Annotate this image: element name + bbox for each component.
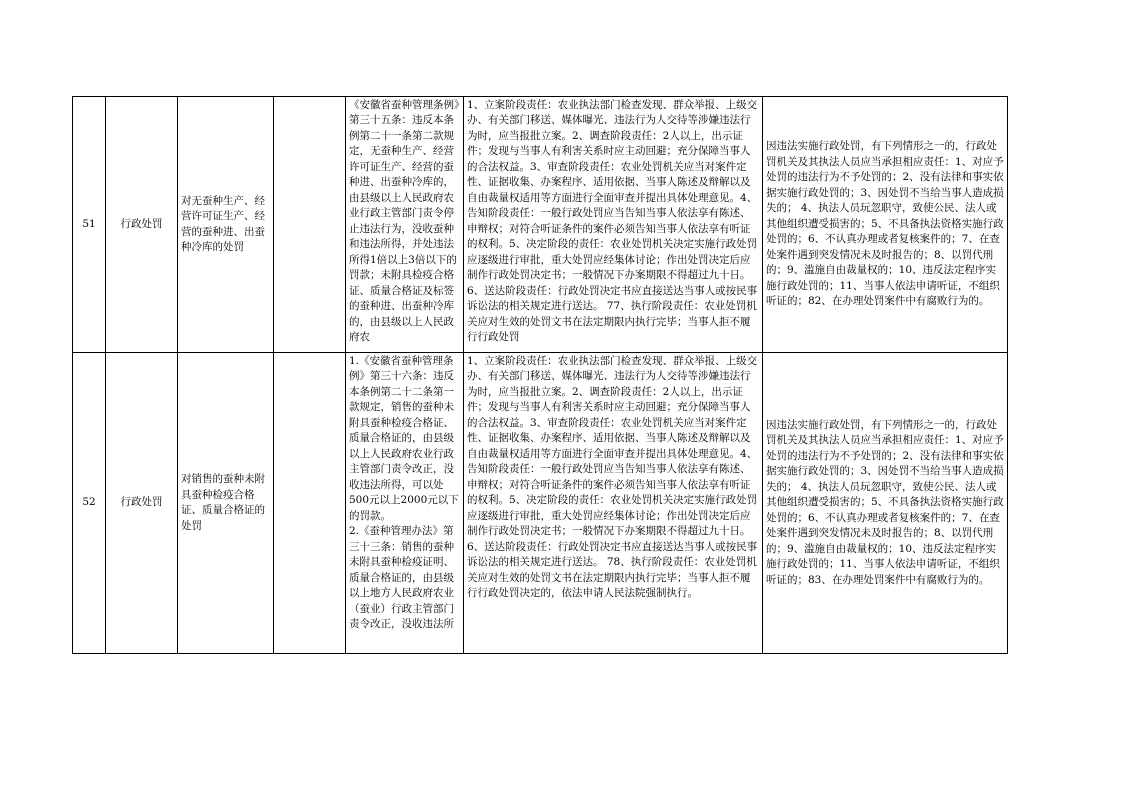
sub-item	[274, 97, 346, 353]
legal-basis-cell	[346, 97, 464, 353]
legal-basis: 1.《安徽省蚕种管理条例》第三十六条：违反本条例第二十二条第一款规定，销售的蚕种未附具蚕种检疫合格证、质量合格证的，由县级以上人民政府农业行政主管部门责令改正，没收违法所得，可以处500元以上2000元以下的罚款。 2.《蚕种管理办法》第三十三条：销售的蚕种未附具蚕种检疫证明、质量合格证的，由县级以上地方人民政府农业（蚕业）行政主管部门责令改正，没收违法所	[349, 354, 459, 630]
responsibility-items: 1、立案阶段责任：农业执法部门检查发现、群众举报、上级交办、有关部门移送、媒体曝光、违法行为人交待等涉嫌违法行为时，应当报批立案。2、调查阶段责任：2人以上，出示证件；发现与当事人有利害关系时应主动回避；充分保障当事人的合法权益。3、审查阶段责任：农业处罚机关应当对案件定性、证据收集、办案程序、适用依据、当事人陈述及辩解以及自由裁量权适用等方面进行全面审查并提出具体处理意见。4、告知阶段责任：一般行政处罚应当告知当事人依法享有陈述、申辩权；对符合听证条件的案件必须告知当事人依法享有听证的权利。5、决定阶段的责任：农业处罚机关决定实施行政处罚应逐级进行审批，重大处罚应经集体讨论；作出处罚决定后应制作行政处罚决定书；一般情况下办案期限不得超过九十日。6、送达阶段责任：行政处罚决定书应直接送达当事人或按民事诉讼法的相关规定进行送达。 77、执行阶段责任：农业处罚机关应对生效的处罚文书在法定期限内执行完毕；当事人拒不履行行政处罚	[467, 98, 758, 343]
responsibility-cell	[464, 353, 763, 654]
accountability-situations: 因违法实施行政处罚，有下列情形之一的，行政处罚机关及其执法人员应当承担相应责任：1、对应予处罚的违法行为不予处罚的；2、没有法律和事实依据实施行政处罚的；3、因处罚不当给当事人造成损失的； 4、执法人员玩忽职守，致使公民、法人或其他组织遭受损害的；5、不具备执法资格实施行政处罚的；6、不认真办理或者复核案件的；7、在查处案件遇到突发情况未及时报告的；8、以罚代刑的；9、滥施自由裁量权的；10、违反法定程序实施行政处罚的；11、当事人依法申请听证，不组织听证的；83、在办理处罚案件中有腐败行为的。	[763, 353, 1008, 654]
item-name: 对销售的蚕种未附具蚕种检疫合格证、质量合格证的处罚	[178, 353, 274, 654]
legal-basis-cell	[346, 353, 464, 654]
power-type: 行政处罚	[106, 353, 178, 654]
accountability-situations: 因违法实施行政处罚，有下列情形之一的，行政处罚机关及其执法人员应当承担相应责任：1、对应予处罚的违法行为不予处罚的；2、没有法律和事实依据实施行政处罚的；3、因处罚不当给当事人造成损失的； 4、执法人员玩忽职守，致使公民、法人或其他组织遭受损害的；5、不具备执法资格实施行政处罚的；6、不认真办理或者复核案件的；7、在查处案件遇到突发情况未及时报告的；8、以罚代刑的；9、滥施自由裁量权的；10、违反法定程序实施行政处罚的；11、当事人依法申请听证，不组织听证的；82、在办理处罚案件中有腐败行为的。	[763, 97, 1008, 353]
power-type: 行政处罚	[106, 97, 178, 353]
row-number: 51	[73, 97, 106, 353]
sub-item	[274, 353, 346, 654]
legal-basis: 《安徽省蚕种管理条例》第三十五条：违反本条例第二十一条第二款规定，无蚕种生产、经营许可证生产、经营的蚕种进、出蚕种冷库的，由县级以上人民政府农业行政主管部门责令停止违法行为，没收蚕种和违法所得，并处违法所得1倍以上3倍以下的罚款；未附具检疫合格证、质量合格证及标签的蚕种进、出蚕种冷库的，由县级以上人民政府农	[349, 98, 460, 343]
row-number: 52	[73, 353, 106, 654]
responsibility-items: 1、立案阶段责任：农业执法部门检查发现、群众举报、上级交办、有关部门移送、媒体曝光、违法行为人交待等涉嫌违法行为时，应当报批立案。2、调查阶段责任：2人以上，出示证件；发现与当事人有利害关系时应主动回避；充分保障当事人的合法权益。3、审查阶段责任：农业处罚机关应当对案件定性、证据收集、办案程序、适用依据、当事人陈述及辩解以及自由裁量权适用等方面进行全面审查并提出具体处理意见。4、告知阶段责任：一般行政处罚应当告知当事人依法享有陈述、申辩权；对符合听证条件的案件必须告知当事人依法享有听证的权利。5、决定阶段的责任：农业处罚机关决定实施行政处罚应逐级进行审批，重大处罚应经集体讨论；作出处罚决定后应制作行政处罚决定书；一般情况下办案期限不得超过九十日。6、送达阶段责任：行政处罚决定书应直接送达当事人或按民事诉讼法的相关规定进行送达。 78、执行阶段责任：农业处罚机关应对生效的处罚文书在法定期限内执行完毕；当事人拒不履行行政处罚决定的，依法申请人民法院强制执行。	[467, 354, 758, 599]
power-list-table	[72, 96, 1008, 654]
table-row	[73, 353, 1008, 654]
table-row	[73, 97, 1008, 353]
item-name: 对无蚕种生产、经营许可证生产、经营的蚕种进、出蚕种冷库的处罚	[178, 97, 274, 353]
responsibility-cell	[464, 97, 763, 353]
